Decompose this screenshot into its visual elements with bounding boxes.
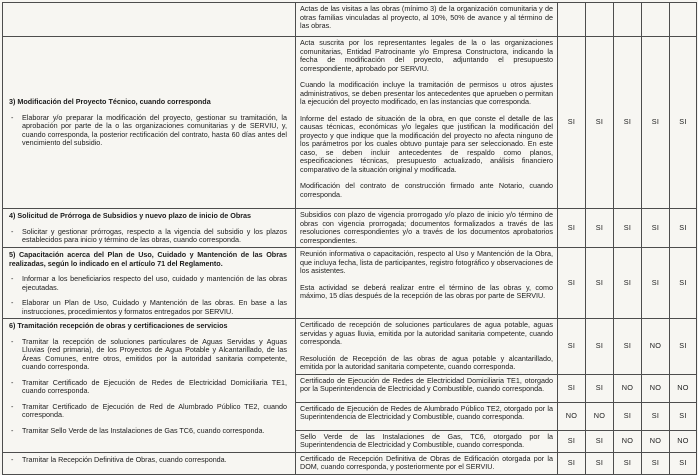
mark-cell: NO [642, 374, 670, 402]
mark-cell: SI [586, 37, 614, 209]
section-title: 5) Capacitación acerca del Plan de Uso, Cuidado y Mantención de las Obras realizadas, según lo indicado en el artículo 71 del Reglamento. [9, 250, 287, 268]
verification-cell [296, 452, 558, 474]
bullet-item: - Informar a los beneficiarios respecto del uso, cuidado y mantención de las obras ejecutadas. [9, 275, 287, 292]
verification-text: Modificación del contrato de construcción firmado ante Notario, cuando corresponda. [300, 181, 553, 199]
activity-cell [3, 37, 296, 209]
mark-cell: SI [670, 248, 697, 319]
verification-text: Cuando la modificación incluye la tramitación de permisos u otros ajustes administrativos, se deben presentar los antecedentes que aprueben o permitan la ejecución del proyecto modificado, en las instancias que corresponda. [300, 80, 553, 106]
mark-cell: SI [614, 452, 642, 474]
activity-cell-empty [3, 3, 296, 37]
mark-cell: SI [642, 37, 670, 209]
mark-cell: SI [586, 430, 614, 452]
verification-text: Certificado de Ejecución de Redes de Electricidad Domiciliaria TE1, otorgado por la Superintendencia de Electricidad y Combustible, cuando corresponda. [300, 375, 553, 393]
mark-cell: SI [642, 452, 670, 474]
mark-cell: SI [642, 402, 670, 430]
verification-text: Resolución de Recepción de las obras de agua potable y alcantarillado, emitida por la autoridad sanitaria competente, cuando corresponda. [300, 353, 553, 371]
mark-cell [642, 3, 670, 37]
mark-cell [670, 3, 697, 37]
mark-cell: SI [670, 452, 697, 474]
verification-cell [296, 402, 558, 430]
row-item3 [3, 37, 697, 209]
activity-cell [3, 248, 296, 319]
row-continuation [3, 3, 697, 37]
mark-cell: SI [614, 248, 642, 319]
mark-cell: SI [558, 209, 586, 248]
verification-text: Certificado de Ejecución de Redes de Alumbrado Público TE2, otorgado por la Superintendencia de Electricidad y Combustible, cuando corresponda. [300, 403, 553, 421]
verification-cell [296, 374, 558, 402]
mark-cell: SI [558, 248, 586, 319]
verification-text: Reunión informativa o capacitación, respecto al Uso y Mantención de la Obra, que incluya fecha, lista de participantes, registro fotográfico y observaciones de los asistentes. [300, 249, 553, 275]
mark-cell: NO [586, 402, 614, 430]
mark-cell: SI [558, 430, 586, 452]
verification-cell [296, 37, 558, 209]
mark-cell: SI [614, 37, 642, 209]
mark-cell: SI [614, 402, 642, 430]
row-item5 [3, 248, 697, 319]
mark-cell: SI [642, 248, 670, 319]
bullet-item: - Tramitar Certificado de Ejecución de Red de Alumbrado Público TE2, cuando corresponda. [9, 403, 287, 420]
verification-text: Acta suscrita por los representantes legales de la o las organizaciones comunitarias, Entidad Patrocinante y/o Empresa Constructora, indicando la fecha de modificación del proyecto, adjuntando el presupuesto correspondiente, aprobado por SERVIU. [300, 38, 553, 73]
section-title: 6) Tramitación recepción de obras y certificaciones de servicios [9, 321, 228, 330]
mark-cell: NO [670, 374, 697, 402]
mark-cell: SI [558, 374, 586, 402]
activities-verification-table [2, 2, 697, 475]
mark-cell: SI [558, 37, 586, 209]
row-final [3, 452, 697, 474]
mark-cell: SI [670, 37, 697, 209]
mark-cell: SI [586, 209, 614, 248]
mark-cell: SI [670, 209, 697, 248]
mark-cell: SI [586, 374, 614, 402]
bullet-item: - Tramitar la Recepción Definitiva de Obras, cuando corresponda. [9, 456, 287, 465]
mark-cell: SI [614, 319, 642, 375]
verification-cell [296, 209, 558, 248]
mark-cell: SI [586, 248, 614, 319]
mark-cell: NO [642, 319, 670, 375]
mark-cell [558, 3, 586, 37]
verification-cell [296, 319, 558, 375]
mark-cell: SI [586, 452, 614, 474]
bullet-item: - Tramitar Sello Verde de las Instalaciones de Gas TC6, cuando corresponda. [9, 427, 287, 436]
verification-text: Subsidios con plazo de vigencia prorrogado y/o plazo de inicio y/o término de obras con vigencia prorrogada; documentos formalizados a través de las resoluciones correspondientes y/o a través de los documentos aprobatorios correspondientes. [300, 210, 553, 245]
verification-text: Certificado de Recepción Definitiva de Obras de Edificación otorgada por la DOM, cuando corresponda, y posteriormente por el SERVIU. [300, 453, 553, 471]
verification-cell [296, 3, 558, 37]
activity-cell [3, 319, 296, 453]
section-title: 3) Modificación del Proyecto Técnico, cuando corresponda [9, 97, 211, 107]
mark-cell: SI [558, 452, 586, 474]
mark-cell: NO [614, 374, 642, 402]
row-item4 [3, 209, 697, 248]
verification-text: Esta actividad se deberá realizar entre el término de las obras y, como máximo, 15 días después de la recepción de las obras por parte de SERVIU. [300, 282, 553, 300]
mark-cell: NO [614, 430, 642, 452]
mark-cell: NO [642, 430, 670, 452]
activity-cell [3, 209, 296, 248]
activity-cell [3, 452, 296, 474]
section-title: 4) Solicitud de Prórroga de Subsidios y nuevo plazo de inicio de Obras [9, 211, 252, 220]
mark-cell [614, 3, 642, 37]
mark-cell: SI [642, 209, 670, 248]
verification-text: Informe del estado de situación de la obra, en que conste el detalle de las causas técnicas, económicas y/o legales que justifican la modificación del proyecto y que indique que la modificación del proyecto no afecta ninguno de los parámetros por los cuales obtuvo puntaje para ser seleccionado. En este caso, se deben incluir antecedentes de respaldo como planos, especificaciones técnicas, presupuesto actualizado, análisis financiero comparativo de la situación original y modificada. [300, 113, 553, 174]
mark-cell: SI [558, 319, 586, 375]
mark-cell: SI [614, 209, 642, 248]
mark-cell: NO [670, 430, 697, 452]
verification-text: Certificado de recepción de soluciones particulares de agua potable, aguas servidas y aguas lluvia, emitida por la autoridad sanitaria competente, cuando corresponda. [300, 320, 553, 346]
bullet-item: - Solicitar y gestionar prórrogas, respecto a la vigencia del subsidio y los plazos establecidos para inicio y término de las obras, cuando corresponda. [9, 228, 287, 245]
row-item6-sub-a [3, 319, 697, 375]
bullet-item: - Elaborar y/o preparar la modificación del proyecto, gestionar su tramitación, la aprobación por parte de la o las organizaciones comunitarias y de SERVIU, y, cuando corresponda, la posterior rectificación del contrato, hasta 60 días antes del vencimiento del subsidio. [9, 114, 287, 148]
verification-cell [296, 248, 558, 319]
bullet-item: - Tramitar Certificado de Ejecución de Redes de Electricidad Domiciliaria TE1, cuando corresponda. [9, 379, 287, 396]
verification-text: Actas de las visitas a las obras (mínimo 3) de la organización comunitaria y de otras familias vinculadas al proyecto, al 10%, 50% de avance y al término de las obras. [300, 4, 553, 30]
mark-cell: SI [670, 402, 697, 430]
verification-text: Sello Verde de las Instalaciones de Gas, TC6, otorgado por la Superintendencia de Electricidad y Combustible, cuando corresponda. [300, 431, 553, 449]
mark-cell: SI [586, 319, 614, 375]
mark-cell: NO [558, 402, 586, 430]
bullet-item: - Tramitar la recepción de soluciones particulares de Aguas Servidas y Aguas Lluvias (red primaria), de los Proyectos de Agua Potable y Alcantarillado, de las Áreas Comunes, entre otros, emitidos por la autoridad sanitaria competente, cuando corresponda. [9, 338, 287, 372]
verification-cell [296, 430, 558, 452]
mark-cell [586, 3, 614, 37]
bullet-item: - Elaborar un Plan de Uso, Cuidado y Mantención de las obras. En base a las instrucciones, procedimientos y formatos entregados por SERVIU. [9, 299, 287, 316]
mark-cell: SI [670, 319, 697, 375]
